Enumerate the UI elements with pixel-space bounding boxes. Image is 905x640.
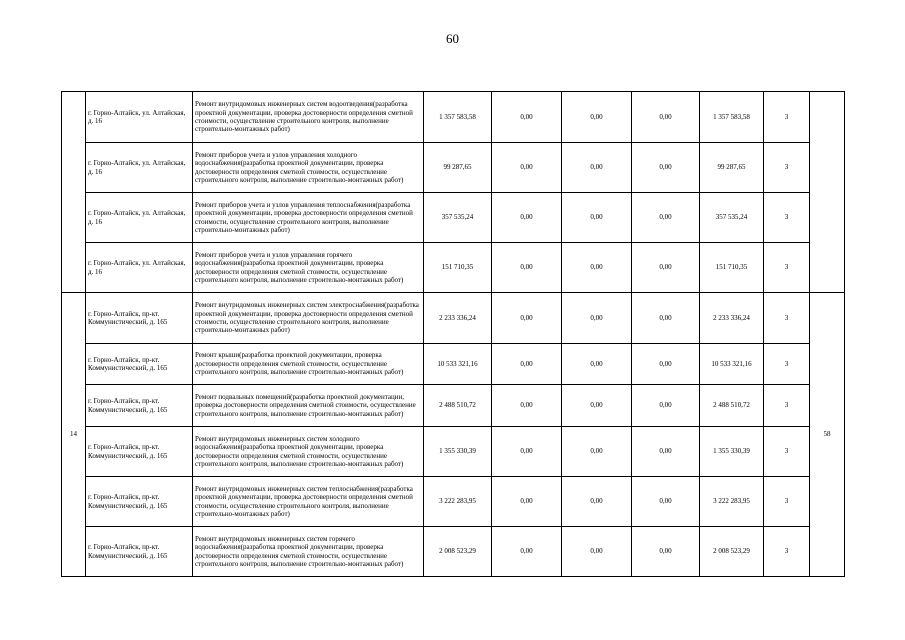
table-row	[62, 344, 845, 385]
value-cell-v4: 1 357 583,58	[700, 92, 764, 143]
table-row	[62, 243, 845, 293]
address-cell: г. Горно-Алтайск, пр-кт. Коммунистический, д. 165	[86, 477, 193, 527]
value-cell-v5: 3	[764, 293, 810, 344]
value-cell-v5: 3	[764, 92, 810, 143]
value-cell-v4: 3 222 283,95	[700, 477, 764, 527]
work-description-cell: Ремонт внутридомовых инженерных систем электроснабжения(разработка проектной документации, проверка достоверности определения сметной стоимости, осуществление строительного контроля, выполнение строительно-монтажных работ)	[193, 293, 424, 344]
address-cell: г. Горно-Алтайск, пр-кт. Коммунистический, д. 165	[86, 427, 193, 477]
value-cell-v4: 357 535,24	[700, 193, 764, 243]
value-cell-v3: 0,00	[632, 193, 700, 243]
table-row	[62, 427, 845, 477]
group-number-cell: 14	[62, 293, 86, 577]
table-row	[62, 293, 845, 344]
table-row	[62, 143, 845, 193]
value-cell-v1: 0,00	[492, 385, 562, 427]
value-cell-v1: 0,00	[492, 527, 562, 577]
value-cell-v5: 3	[764, 193, 810, 243]
value-cell-total: 1 357 583,58	[424, 92, 492, 143]
value-cell-v2: 0,00	[562, 385, 632, 427]
value-cell-total: 357 535,24	[424, 193, 492, 243]
value-cell-v5: 3	[764, 477, 810, 527]
work-description-cell: Ремонт внутридомовых инженерных систем горячего водоснабжения(разработка проектной документации, проверка достоверности определения сметной стоимости, осуществление строительного контроля, выполнение строительно-монтажных работ)	[193, 527, 424, 577]
value-cell-v2: 0,00	[562, 243, 632, 293]
value-cell-v1: 0,00	[492, 477, 562, 527]
value-cell-total: 2 233 336,24	[424, 293, 492, 344]
address-cell: г. Горно-Алтайск, пр-кт. Коммунистический, д. 165	[86, 344, 193, 385]
work-description-cell: Ремонт приборов учета и узлов управления холодного водоснабжения(разработка проектной документации, проверка достоверности определения сметной стоимости, осуществление строительного контроля, выполнение строительно-монтажных работ)	[193, 143, 424, 193]
value-cell-total: 3 222 283,95	[424, 477, 492, 527]
group-number-cell	[62, 92, 86, 293]
value-cell-v4: 99 287,65	[700, 143, 764, 193]
value-cell-v3: 0,00	[632, 92, 700, 143]
value-cell-v1: 0,00	[492, 193, 562, 243]
value-cell-total: 99 287,65	[424, 143, 492, 193]
address-cell: г. Горно-Алтайск, пр-кт. Коммунистический, д. 165	[86, 527, 193, 577]
table-row	[62, 193, 845, 243]
value-cell-total: 1 355 330,39	[424, 427, 492, 477]
value-cell-v3: 0,00	[632, 527, 700, 577]
table-row	[62, 385, 845, 427]
value-cell-v1: 0,00	[492, 293, 562, 344]
address-cell: г. Горно-Алтайск, ул. Алтайская, д. 16	[86, 243, 193, 293]
work-description-cell: Ремонт внутридомовых инженерных систем водоотведения(разработка проектной документации, проверка достоверности определения сметной стоимости, осуществление строительного контроля, выполнение строительно-монтажных работ)	[193, 92, 424, 143]
value-cell-v4: 151 710,35	[700, 243, 764, 293]
address-cell: г. Горно-Алтайск, ул. Алтайская, д. 16	[86, 193, 193, 243]
value-cell-v5: 3	[764, 243, 810, 293]
value-cell-v4: 2 488 510,72	[700, 385, 764, 427]
value-cell-v5: 3	[764, 527, 810, 577]
value-cell-v3: 0,00	[632, 477, 700, 527]
table-row	[62, 92, 845, 143]
value-cell-total: 2 008 523,29	[424, 527, 492, 577]
value-cell-v3: 0,00	[632, 243, 700, 293]
value-cell-v3: 0,00	[632, 344, 700, 385]
works-table	[61, 91, 845, 577]
value-cell-v2: 0,00	[562, 477, 632, 527]
value-cell-v2: 0,00	[562, 427, 632, 477]
work-description-cell: Ремонт крыши(разработка проектной документации, проверка достоверности определения сметной стоимости, осуществление строительного контроля, выполнение строительно-монтажных работ)	[193, 344, 424, 385]
value-cell-v2: 0,00	[562, 143, 632, 193]
value-cell-v1: 0,00	[492, 344, 562, 385]
value-cell-v2: 0,00	[562, 92, 632, 143]
value-cell-total: 151 710,35	[424, 243, 492, 293]
work-description-cell: Ремонт приборов учета и узлов управления горячего водоснабжения(разработка проектной документации, проверка достоверности определения сметной стоимости, осуществление строительного контроля, выполнение строительно-монтажных работ)	[193, 243, 424, 293]
address-cell: г. Горно-Алтайск, пр-кт. Коммунистический, д. 165	[86, 293, 193, 344]
value-cell-v5: 3	[764, 344, 810, 385]
value-cell-v5: 3	[764, 385, 810, 427]
value-cell-v5: 3	[764, 143, 810, 193]
value-cell-v1: 0,00	[492, 143, 562, 193]
address-cell: г. Горно-Алтайск, пр-кт. Коммунистический, д. 165	[86, 385, 193, 427]
value-cell-v1: 0,00	[492, 243, 562, 293]
sub-number-cell	[810, 92, 845, 293]
value-cell-total: 2 488 510,72	[424, 385, 492, 427]
value-cell-v3: 0,00	[632, 293, 700, 344]
page-number: 60	[446, 31, 459, 46]
value-cell-v2: 0,00	[562, 344, 632, 385]
work-description-cell: Ремонт внутридомовых инженерных систем холодного водоснабжения(разработка проектной документации, проверка достоверности определения сметной стоимости, осуществление строительного контроля, выполнение строительно-монтажных работ)	[193, 427, 424, 477]
work-description-cell: Ремонт подвальных помещений(разработка проектной документации, проверка достоверности определения сметной стоимости, осуществление строительного контроля, выполнение строительно-монтажных работ)	[193, 385, 424, 427]
value-cell-v1: 0,00	[492, 92, 562, 143]
value-cell-v3: 0,00	[632, 143, 700, 193]
value-cell-v2: 0,00	[562, 527, 632, 577]
value-cell-v4: 10 533 321,16	[700, 344, 764, 385]
work-description-cell: Ремонт внутридомовых инженерных систем теплоснабжения(разработка проектной документации, проверка достоверности определения сметной стоимости, осуществление строительного контроля, выполнение строительно-монтажных работ)	[193, 477, 424, 527]
value-cell-total: 10 533 321,16	[424, 344, 492, 385]
work-description-cell: Ремонт приборов учета и узлов управления теплоснабжения(разработка проектной документации, проверка достоверности определения сметной стоимости, осуществление строительного контроля, выполнение строительно-монтажных работ)	[193, 193, 424, 243]
table-row	[62, 477, 845, 527]
value-cell-v2: 0,00	[562, 293, 632, 344]
value-cell-v3: 0,00	[632, 427, 700, 477]
sub-number-cell: 58	[810, 293, 845, 577]
table-row	[62, 527, 845, 577]
value-cell-v3: 0,00	[632, 385, 700, 427]
value-cell-v4: 2 008 523,29	[700, 527, 764, 577]
address-cell: г. Горно-Алтайск, ул. Алтайская, д. 16	[86, 92, 193, 143]
value-cell-v4: 1 355 330,39	[700, 427, 764, 477]
value-cell-v5: 3	[764, 427, 810, 477]
value-cell-v4: 2 233 336,24	[700, 293, 764, 344]
value-cell-v1: 0,00	[492, 427, 562, 477]
address-cell: г. Горно-Алтайск, ул. Алтайская, д. 16	[86, 143, 193, 193]
value-cell-v2: 0,00	[562, 193, 632, 243]
